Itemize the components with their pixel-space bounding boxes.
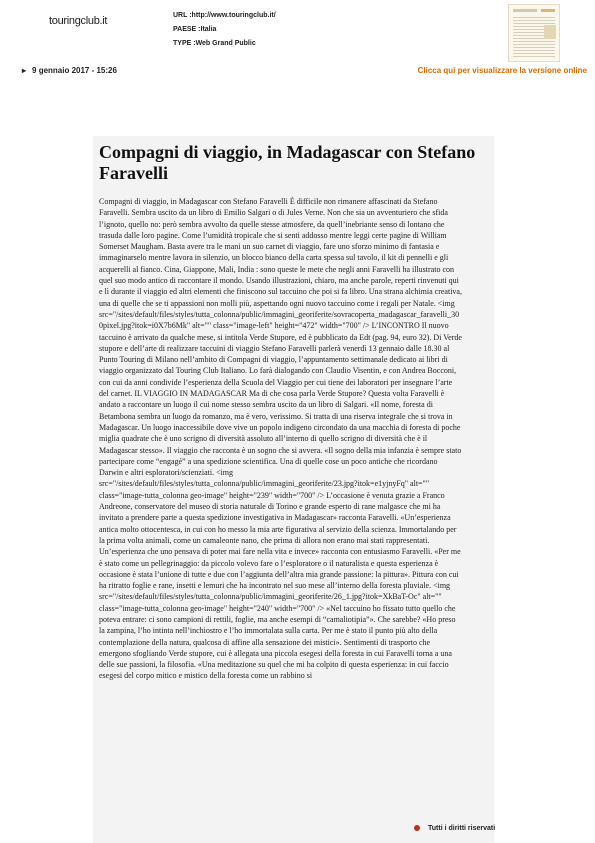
paese-value: Italia (200, 26, 217, 33)
source-metadata (173, 9, 276, 51)
article-panel (93, 136, 494, 843)
site-name: touringclub.it (49, 15, 108, 27)
type-row (173, 37, 276, 51)
url-value[interactable]: http://www.touringclub.it/ (191, 12, 276, 19)
thumbnail-header-bar (513, 9, 537, 12)
rights-bullet-icon (414, 825, 420, 831)
thumbnail-image (544, 25, 556, 39)
publication-date: 9 gennaio 2017 - 15:26 (32, 66, 117, 75)
article-body: Compagni di viaggio, in Madagascar con Stefano Faravelli È difficile non rimanere affascinati da Stefano Faravelli. Sembra uscito da un libro di Emilio Salgari o di Jules Verne. Non che sia un avventuriero che sfida l’ignoto, quello no: però sembra avvolto da quelle stesse atmosfere, da quell’inebriante senso di lontano che trasuda dalle loro pagine. Come l’umidità tropicale che si senti addosso mentre leggi certe pagine di William Somerset Maugham. Basta avere tra le mani un suo carnet di viaggio, fare uno sforzo minimo di fantasia e immaginarselo mentre lavora in silenzio, un blocco bianco della carta spessa sul tavolo, il kit di pennelli e gli acquerelli al fianco. Cina, Giappone, Mali, India : sono queste le mete che negli anni Faravelli ha illustrato con quel suo modo antico di raccontare il mondo. Usando illustrazioni, chiaro, ma anche parole, reperti rinvenuti qui e lì durante il viaggio ed altri elementi che finiscono sul taccuino che poi si fa libro. Una strana alchimia creativa, una di quelle che se ti appassioni non molli più, aspettando ogni nuovo taccuino come i regali per Natale. <img src="/sites/default/files/styles/tutta_colonna/public/immagini_georiferite/sovracoperta_madagascar_faravelli_300pixel.jpg?itok=i0X7b6Mk" alt="" class="image-left" height="472" width="700" /> L’INCONTRO Il nuovo taccuino è arrivato da qualche mese, si intitola Verde Stupore, ed è pubblicato da Edt (pag. 94, euro 32). Di Verde stupore e dell’arte di realizzare taccuini di viaggio Stefano Faravelli parlerà venerdì 13 gennaio dalle 18.30 al Punto Touring di Milano nell’ambito di Compagni di viaggio, l’appuntamento settimanale dedicato ai libri di viaggio organizzato dal Touring Club Italiano. Lo farà dialogando con Claudio Visentin, e con Andrea Bocconi, con cui da anni condivide l’esperienza della Scuola del Viaggio per cui tiene dei laboratori per insegnare l’arte del carnet. IL VIAGGIO IN MADAGASCAR Ma di che cosa parla Verde Stupore? Questa volta Faravelli è andato a raccontare un luogo il cui nome stesso sembra uscito da un libro di Salgari. «Il nome, foresta di Betambona sembra un luogo da romanzo, ma è vero, verissimo. Si tratta di una riserva integrale che si trova in Madagascar. Un luogo inaccessibile dove vive un popolo indigeno circondato da una macchia di foresta di poche miglia quadrate che è uno scrigno di diversità assoluto all’interno di quello scrigno di diversità che è il Madagascar stesso». Il viaggio che racconta è un sogno che si avvera. «Il sogno della mia infanzia è sempre stato partecipare come “engagé” a una spedizione scientifica. Una di quelle cose un poco antiche che ricordano Darwin e altri esploratori/scienziati. <img src="/sites/default/files/styles/tutta_colonna/public/immagini_georiferite/23.jpg?itok=e1yjnyFq" alt="" class="image-tutta_colonna geo-image" height="239" width="700" /> L’occasione è venuta grazie a Franco Andreone, conservatore del museo di storia naturale di Torino e grande esperto di rane malgasce che mi ha invitato a prendere parte a questa spedizione investigativa in Madagascar» racconta Faravelli. «Un’esperienza antica molto ottocentesca, in cui con ho messo la mia arte figurativa al servizio della scienza. Immortalando per la prima volta animali, come un camaleonte nano, che prima di allora non erano mai stati rappresentati. Un’esperienza che uno pensava di poter mai fare nella vita e invece» racconta con entusiasmo Faravelli. «Per me è stato come un pellegrinaggio: da piccolo volevo fare o l’esploratore o il naturalista e questa esperienza è occasione è stata l’unione di tutte e due con l’aggiunta dell’altra mia grande passione: la pittura». Pittura con cui ha ritratto foglie e rane, insetti e lemuri che ha incontrato nel suo mese all’interno della foresta pluviale. <img src="/sites/default/files/styles/tutta_colonna/public/immagini_georiferite/26_1.jpg?itok=XkBaT-Oc" alt="" class="image-tutta_colonna geo-image" height="240" width="700" /> «Nel taccuino ho fissato tutto quello che poteva entrare: ci sono campioni di rettili, foglie, ma anche esempi di “camaliotipia”». Che sarebbe? «Ho preso la zampina, l’ho intinta nell’inchiostro e l’ho immortalata sulla carta. Per me è stato il punto più alto della contemplazione della natura, qualcosa di affine alla sensazione dei mistici». Sentimenti di trasporto che emergono sfogliando Verde stupore, cui è allegata una piccola esegesi della foresta in cui Faravelli torna a una delle sue passioni, la filosofia. «Una meditazione su quel che mi ha colpito di questa esperienza: in cui faccio esegesi del corpo mitico e mistico della foresta come un rabbino si (99, 197, 462, 681)
type-label: TYPE : (173, 40, 196, 47)
url-row (173, 9, 276, 23)
paese-row (173, 23, 276, 37)
paese-label: PAESE : (173, 26, 201, 33)
thumbnail-link-bar (541, 9, 555, 12)
rights-text: Tutti i diritti riservati (428, 825, 496, 832)
url-label: URL : (173, 12, 192, 19)
article-title: Compagni di viaggio, in Madagascar con Stefano Faravelli (99, 142, 476, 183)
arrow-icon: ▸ (22, 66, 27, 75)
dateline (22, 66, 117, 75)
page-thumbnail[interactable] (508, 4, 560, 62)
online-version-link[interactable]: Clicca qui per visualizzare la versione online (417, 66, 587, 75)
footer-rights (414, 825, 495, 832)
type-value: Web Grand Public (195, 40, 256, 47)
